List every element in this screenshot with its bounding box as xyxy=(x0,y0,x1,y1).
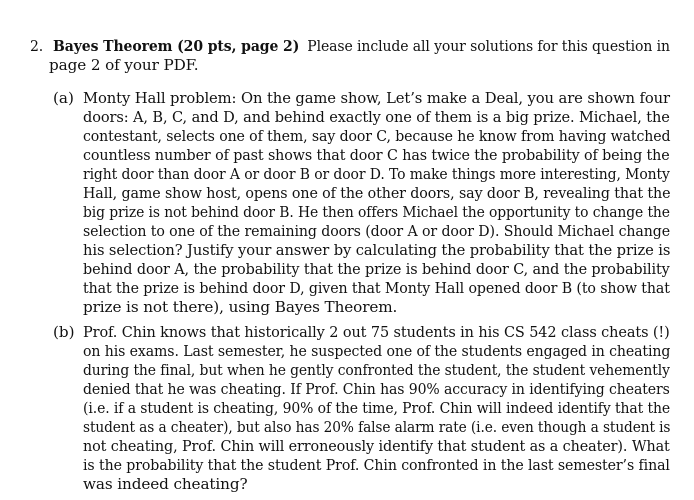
part-b-line: Prof. Chin knows that historically 2 out 75 students in his CS 542 class cheats (!) xyxy=(83,323,670,341)
part-a-line: his selection? Justify your answer by calculating the probability that the prize is xyxy=(83,241,671,259)
part-b-line: denied that he was cheating. If Prof. Chin has 90% accuracy in identifying cheaters xyxy=(83,380,670,398)
part-a-line: doors: A, B, C, and D, and behind exactly one of them is a big prize. Michael, the xyxy=(83,108,670,126)
part-b-line: was indeed cheating? xyxy=(83,475,248,493)
part-b-line: not cheating, Prof. Chin will erroneously identify that student as a cheater). What xyxy=(83,437,670,455)
part-b-line: on his exams. Last semester, he suspected one of the students engaged in cheating xyxy=(83,342,671,360)
part-a-line: that the prize is behind door D, given that Monty Hall opened door B (to show that xyxy=(83,279,670,297)
question-title: Bayes Theorem (20 pts, page 2) xyxy=(53,37,300,55)
part-a-line: Hall, game show host, opens one of the other doors, say door B, revealing that the xyxy=(83,184,671,202)
part-a-line: contestant, selects one of them, say door C, because he know from having watched xyxy=(83,127,671,145)
part-a-line: behind door A, the probability that the prize is behind door C, and the probability xyxy=(83,260,670,278)
part-b-line: (i.e. if a student is cheating, 90% of the time, Prof. Chin will indeed identify that the xyxy=(83,399,671,417)
question-header xyxy=(30,36,670,56)
part-a-line: selection to one of the remaining doors (door A or door D). Should Michael change xyxy=(83,222,670,240)
part-a-label: (a) xyxy=(53,89,74,107)
question-intro-line-1: Please include all your solutions for this question in xyxy=(307,37,670,55)
part-a-line: countless number of past shows that door C has twice the probability of being the xyxy=(83,146,670,164)
part-b-line: student as a cheater), but also has 20% false alarm rate (i.e. even though a student is xyxy=(83,418,671,436)
part-b-line: is the probability that the student Prof. Chin confronted in the last semester’s final xyxy=(83,456,670,474)
part-b-label: (b) xyxy=(53,323,75,341)
part-a-line: Monty Hall problem: On the game show, Let’s make a Deal, you are shown four xyxy=(83,89,670,107)
part-b-line: during the final, but when he gently confronted the student, the student vehemently xyxy=(83,361,670,379)
part-a-line: prize is not there), using Bayes Theorem. xyxy=(83,298,398,316)
part-a-line: big prize is not behind door B. He then offers Michael the opportunity to change the xyxy=(83,203,670,221)
question-number: 2. xyxy=(30,37,44,55)
question-intro-line-2: page 2 of your PDF. xyxy=(49,56,199,74)
part-a-line: right door than door A or door B or door D. To make things more interesting, Monty xyxy=(83,165,670,183)
